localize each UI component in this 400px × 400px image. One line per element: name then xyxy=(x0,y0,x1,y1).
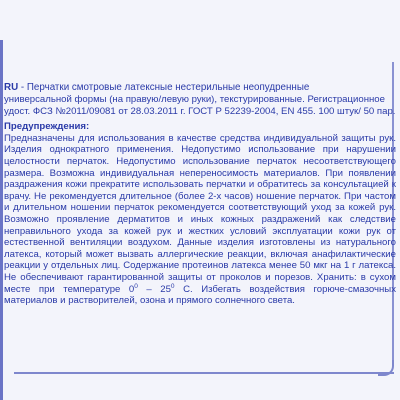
language-code: RU xyxy=(4,82,19,93)
degree-sup-1: 0 xyxy=(134,282,138,290)
degree-sup-2: 0 xyxy=(170,282,175,290)
warnings-body-1: Предназначены для использования в качестве средства индивидуальной защиты рук. Изделия однократного применения. Недопустимо использование при нарушении целостности перчаток. Недопустимо использование перчаток несоответствующего размера. Возможна индивидуальная непереносимость материалов. При появлении раздражения кожи прекратите использовать перчатки и обратитесь за консультацией к врачу. Не рекомендуется длительное (более 2-х часов) ношение перчаток. При частом и длительном ношении перчаток рекомендуется соответствующий уход за кожей рук. Возможно проявление дерматитов и иных кожных раздражений как следствие неправильного ухода за кожей рук и жестких условий эксплуатации кожи рук от естественной вентиляции воздухом. Данные изделия изготовлены из натурального латекса, который может вызвать аллергические реакции, включая анафилактические реакции у отдельных лиц. Содержание протеинов латекса менее 50 мкг на 1 г латекса. Не обеспечивают гарантированной защиты от проколов и порезов. Хранить: в сухом месте при температуре 0 xyxy=(4,132,396,295)
product-description: универсальной формы (на правую/левую руки), текстурированные. Регистрационное удост. ФСЗ №2011/09081 от 28.03.2011 г. ГОСТ Р 52239-2004, EN 455. 100 штук/ 50 пар. xyxy=(4,94,396,117)
product-title xyxy=(4,82,396,94)
temperature-range: – 25 xyxy=(137,283,171,295)
document-content xyxy=(4,82,396,307)
warnings-body-2: С. Избегать воздействия горюче-смазочных материалов и растворителей, озона и прямого солнечного света. xyxy=(4,283,396,307)
warnings-text xyxy=(4,133,396,307)
frame-bottom-border xyxy=(14,372,394,374)
frame-left-border xyxy=(0,40,3,400)
warnings-heading: Предупреждения: xyxy=(4,121,90,133)
product-name: - Перчатки смотровые латексные нестерильные неопудренные xyxy=(18,82,310,93)
